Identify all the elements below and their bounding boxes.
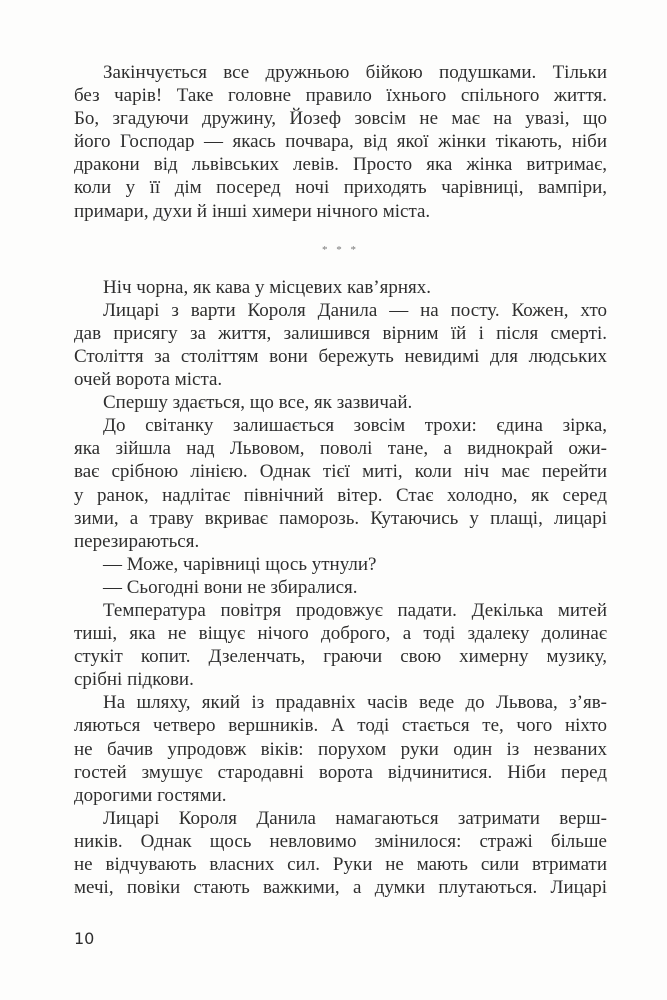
text-line: дав присягу за життя, залишився вірним їй і після смерті. bbox=[74, 322, 607, 344]
text-line: ляються четверо вершників. А тоді стається те, чого ніхто bbox=[74, 715, 607, 737]
text-line: До світанку залишається зовсім трохи: єдина зірка, bbox=[103, 415, 607, 437]
paragraph bbox=[74, 61, 607, 223]
paragraph bbox=[74, 576, 607, 599]
text-line: Ніч чорна, як кава у місцевих кав’ярнях. bbox=[103, 276, 432, 298]
text-line: примари, духи й інші химери нічного міста. bbox=[74, 200, 431, 222]
text-line: коли у її дім посеред ночі приходять чарівниці, вампіри, bbox=[74, 177, 607, 199]
text-line: не відчувають власних сил. Руки не мають сили втримати bbox=[74, 854, 607, 875]
text-line: Бо, згадуючи дружину, Йозеф зовсім не має на увазі, що bbox=[74, 108, 607, 130]
paragraph bbox=[74, 807, 607, 899]
text-line: Спершу здається, що все, як зазвичай. bbox=[103, 392, 413, 414]
section-separator: * * * bbox=[322, 243, 359, 256]
text-line: перезираються. bbox=[74, 530, 200, 552]
text-line: дорогими гостями. bbox=[74, 784, 227, 806]
paragraph bbox=[74, 691, 607, 806]
text-line: яка зійшла над Львовом, поволі тане, а виднокрай ожи- bbox=[74, 438, 607, 460]
text-line: Закінчується все дружньою бійкою подушками. Тільки bbox=[103, 62, 607, 83]
text-line: Століття за століттям вони бережуть невидимі для людських bbox=[74, 345, 607, 367]
paragraph bbox=[74, 414, 607, 553]
text-line: — Може, чарівниці щось утнули? bbox=[103, 553, 377, 575]
page-number: 10 bbox=[74, 929, 95, 948]
paragraph bbox=[74, 276, 607, 299]
text-line: ників. Однак щось невловимо змінилося: стражі більше bbox=[74, 830, 607, 852]
text-line: зими, а траву вкриває паморозь. Кутаючись у плащі, лицарі bbox=[74, 507, 607, 529]
text-line: дракони від львівських левів. Просто яка жінка витримає, bbox=[74, 154, 607, 176]
text-line: стукіт копит. Дзеленчать, граючи свою химерну музику, bbox=[74, 646, 607, 668]
text-line: мечі, повіки стають важкими, а думки плутаються. Лицарі bbox=[74, 877, 607, 899]
paragraph bbox=[74, 299, 607, 391]
page-body bbox=[74, 61, 607, 899]
text-line: його Господар — якась почвара, від якої жінки тікають, ніби bbox=[74, 131, 607, 153]
paragraph bbox=[74, 599, 607, 691]
text-line: На шляху, який із прадавніх часів веде до Львова, з’яв- bbox=[103, 692, 607, 714]
text-line: — Сьогодні вони не збиралися. bbox=[103, 576, 358, 598]
paragraph bbox=[74, 391, 607, 414]
text-line: Лицарі з варти Короля Данила — на посту. Кожен, хто bbox=[103, 299, 607, 321]
text-line: без чарів! Таке головне правило їхнього спільного життя. bbox=[74, 85, 607, 107]
paragraph bbox=[74, 553, 607, 576]
text-line: не бачив упродовж віків: порухом руки один із незваних bbox=[74, 738, 607, 760]
text-line: Лицарі Короля Данила намагаються затримати верш- bbox=[103, 807, 607, 829]
text-line: у ранок, надлітає північний вітер. Стає холодно, як серед bbox=[74, 484, 607, 506]
text-line: Температура повітря продовжує падати. Декілька митей bbox=[103, 599, 607, 621]
text-line: срібні підкови. bbox=[74, 669, 194, 691]
text-line: тиші, яка не віщує нічого доброго, а тоді здалеку долинає bbox=[74, 623, 607, 645]
text-line: очей ворота міста. bbox=[74, 369, 223, 391]
text-line: ває срібною лінією. Однак тієї миті, коли ніч має перейти bbox=[74, 461, 607, 483]
text-line: гостей змушує стародавні ворота відчинитися. Ніби перед bbox=[74, 761, 607, 783]
